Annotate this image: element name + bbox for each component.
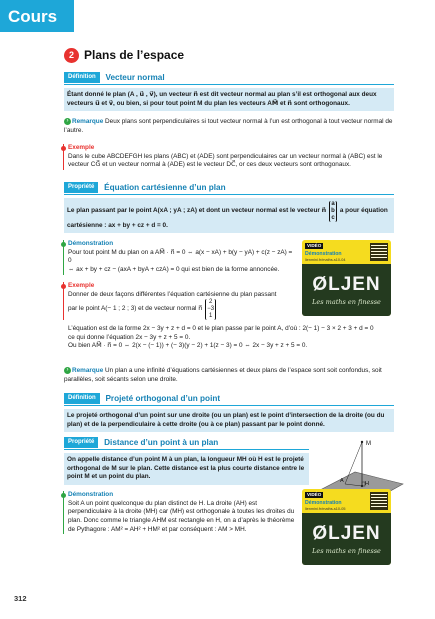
- remark-perpendicular-planes: [64, 118, 394, 135]
- normal-vector: [205, 299, 216, 320]
- property-label: Propriété: [64, 182, 98, 192]
- definition-title: Vecteur normal: [105, 73, 165, 82]
- demonstration-line: ⇔ ax + by + cz − (axA + byA + czA) = 0 qui est bien de la forme annoncée.: [68, 265, 280, 273]
- section-number: 2: [64, 48, 79, 63]
- property-label: Propriété: [64, 437, 98, 447]
- example-label: Exemple: [68, 282, 95, 289]
- property-equation: cartésienne : ax + by + cz + d = 0.: [67, 221, 168, 229]
- video-subtitle: Les maths en finesse: [312, 546, 381, 555]
- definition-line: Étant donné le plan (A , u⃗ , v⃗), un vecteur n⃗ est dit vecteur normal au plan s’il est orthogonal aux deux: [67, 91, 377, 99]
- qr-code-icon[interactable]: [370, 243, 388, 261]
- video-thumbnail[interactable]: [302, 264, 391, 316]
- property-text: Le plan passant par le point A(xA ; yA ; zA) et dont un vecteur normal est le vecteur n⃗: [67, 207, 327, 215]
- cours-banner: Cours: [0, 0, 74, 32]
- example-label: Exemple: [68, 144, 95, 151]
- pin-icon: [61, 493, 66, 498]
- example-line: Ou bien AM⃗ · n⃗ = 0 ⇔ 2(x − (− 1)) + (− 3)(y − 2) + 1(z − 3) = 0 ⇔ 2x − 3y + z + 5 = 0.: [68, 342, 308, 350]
- property-body: On appelle distance d’un point M à un plan, la longueur MH où H est le projeté orthogonal de M sur le plan. Cette distance est la plus courte distance entre le point M et un point du plan.: [64, 453, 309, 485]
- definition-line: vecteurs u⃗ et v⃗, ou bien, si pour tout point M du plan les vecteurs AM⃗ et n⃗ sont orthogonaux.: [67, 99, 350, 107]
- property-body: [64, 198, 394, 233]
- demonstration-distance: [63, 491, 297, 534]
- label-m: M: [366, 441, 371, 447]
- pin-icon: [61, 242, 66, 247]
- video-logo: ØLJEN: [312, 523, 381, 544]
- remark-label: Remarque: [72, 118, 104, 126]
- video-badge: VIDÉO: [307, 243, 322, 248]
- video-card-demo-1[interactable]: [302, 240, 391, 316]
- example-cube: [63, 144, 393, 170]
- definition-body: Le projeté orthogonal d’un point sur une droite (ou un plan) est le point d’intersection de la droite (ou du plan) et de la perpendiculaire à cette droite (ou à ce plan) passant par le point donné.: [64, 409, 394, 432]
- video-url[interactable]: lienmini.fr/maths-s10-05: [305, 506, 346, 511]
- remark-text: Un plan a une infinité d’équations cartésiennes et deux plans de l’espace sont soit confondus, soit parallèles, soit sécants selon une droite.: [64, 367, 382, 383]
- property-title: Distance d’un point à un plan: [104, 438, 219, 447]
- example-line: par le point A(− 1 ; 2 ; 3) et de vecteur normal n⃗: [68, 305, 203, 313]
- demonstration-equation: [63, 240, 297, 275]
- video-title: Démonstration: [305, 499, 342, 506]
- video-url[interactable]: lienmini.fr/maths-s10-04: [305, 257, 346, 262]
- definition-orthogonal-projection: [64, 393, 394, 432]
- definition-label: Définition: [64, 72, 100, 82]
- pin-icon: [61, 146, 66, 151]
- normal-vector: [329, 201, 337, 222]
- remark-text: Deux plans sont perpendiculaires si tout vecteur normal à l’un est orthogonal à tout vecteur normal de l’autre.: [64, 118, 393, 134]
- vector-component: 2: [209, 299, 213, 306]
- video-card-demo-2[interactable]: [302, 489, 391, 565]
- vector-component: −3: [207, 306, 215, 313]
- definition-title: Projeté orthogonal d’un point: [105, 394, 221, 403]
- example-continued: [68, 325, 398, 351]
- demonstration-label: Démonstration: [68, 240, 114, 247]
- definition-label: Définition: [64, 393, 100, 403]
- video-logo: ØLJEN: [312, 274, 381, 295]
- example-equation: [63, 282, 297, 320]
- vector-component: 1: [209, 313, 213, 320]
- pin-icon: [61, 284, 66, 289]
- example-text: Dans le cube ABCDEFGH les plans (ABC) et (ADE) sont perpendiculaires car un vecteur normal à (ABC) est le vecteur CG⃗ et un vecteur normal à (ADE) est le vecteur DC⃗, or ces deux vecteurs sont orthogonaux.: [68, 152, 383, 169]
- definition-body: [64, 88, 394, 111]
- property-title: Équation cartésienne d’un plan: [104, 183, 226, 192]
- demonstration-label: Démonstration: [68, 491, 114, 498]
- example-line: ce qui donne l’équation 2x − 3y + z + 5 = 0.: [68, 333, 191, 341]
- video-title: Démonstration: [305, 250, 342, 257]
- remark-icon: ›: [64, 367, 71, 374]
- definition-header: [64, 72, 394, 85]
- video-thumbnail[interactable]: [302, 513, 391, 565]
- label-h: H: [365, 481, 369, 487]
- section-header: [64, 47, 184, 63]
- label-a: A: [340, 478, 344, 484]
- definition-normal-vector: [64, 72, 394, 111]
- video-badge: VIDÉO: [307, 492, 322, 497]
- remark-icon: ›: [64, 118, 71, 125]
- demonstration-line: Pour tout point M du plan on a AM⃗ · n⃗ = 0 ⇔ a(x − xA) + b(y − yA) + c(z − zA) = 0: [68, 248, 293, 265]
- vector-component: b: [331, 207, 335, 214]
- remark-infinite-equations: [64, 367, 394, 384]
- section-title: Plans de l’espace: [84, 48, 185, 62]
- property-text: a pour équation: [339, 207, 388, 215]
- video-subtitle: Les maths en finesse: [312, 297, 381, 306]
- property-distance: [64, 437, 309, 485]
- vector-component: a: [331, 201, 335, 208]
- page-number: 312: [14, 594, 27, 603]
- example-line: L’équation est de la forme 2x − 3y + z + d = 0 et le plan passe par le point A, d’où : 2(− 1) − 3 × 2 + 3 + d = 0: [68, 325, 374, 332]
- qr-code-icon[interactable]: [370, 492, 388, 510]
- vector-component: c: [331, 214, 335, 221]
- demonstration-text: Soit A un point quelconque du plan distinct de H. La droite (AH) est perpendiculaire à la droite (MH) car (MH) est orthogonale à toutes les droites du plan. Donc comme le triangle AHM est rectangle en H, on a d’après le théorème de Pythagore : AM² = AH² + HM² et par conséquent : AM > MH.: [68, 499, 295, 533]
- example-line: Donner de deux façons différentes l’équation cartésienne du plan passant: [68, 290, 277, 298]
- remark-label: Remarque: [72, 367, 104, 375]
- property-cartesian-equation: [64, 182, 394, 233]
